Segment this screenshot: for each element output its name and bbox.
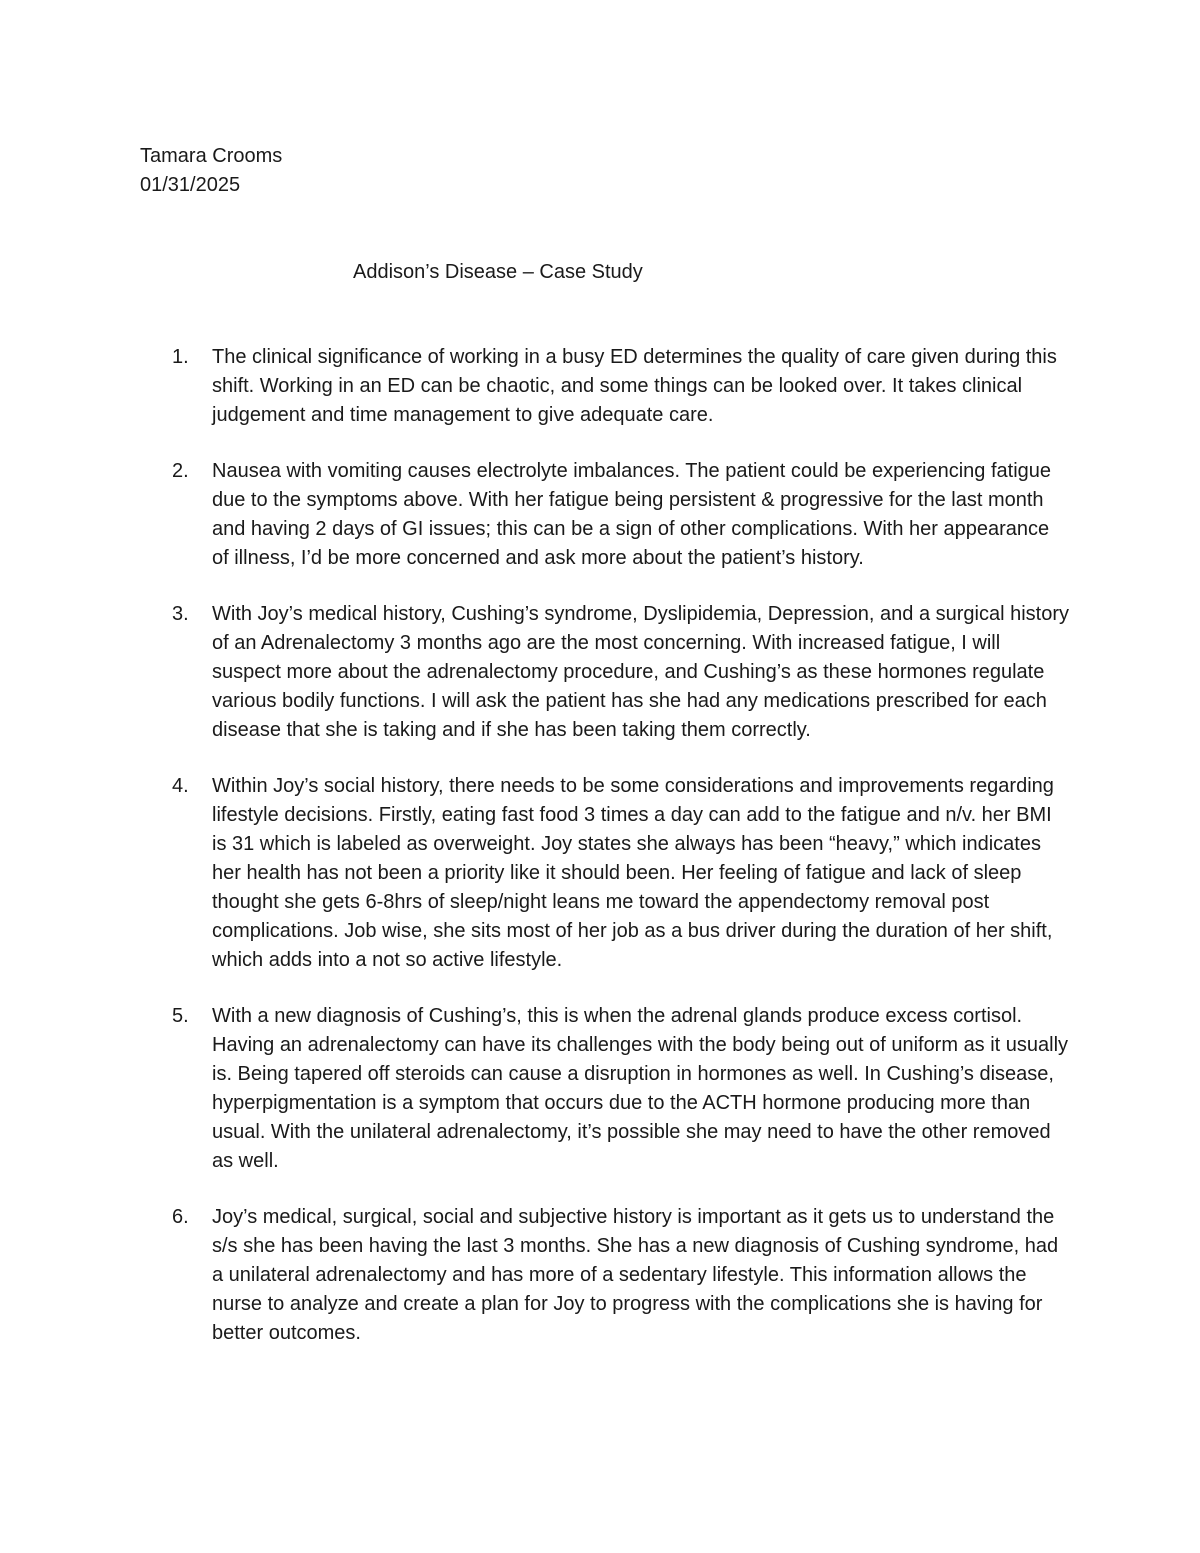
list-item-number: 1. xyxy=(172,346,189,368)
list-item xyxy=(140,1002,1070,1176)
list-item xyxy=(140,457,1070,573)
list-item-text: Joy’s medical, surgical, social and subjective history is important as it gets us to understand the s/s she has been having the last 3 months. She has a new diagnosis of Cushing syndrome, had a unilateral adrenalectomy and has more of a sedentary lifestyle. This information allows the nurse to analyze and create a plan for Joy to progress with the complications she is having for better outcomes. xyxy=(212,1206,1059,1344)
list-item-number: 4. xyxy=(172,775,189,797)
list-item-text: Nausea with vomiting causes electrolyte imbalances. The patient could be experiencing fatigue due to the symptoms above. With her fatigue being persistent & progressive for the last month and having 2 days of GI issues; this can be a sign of other complications. With her appearance of illness, I’d be more concerned and ask more about the patient’s history. xyxy=(212,460,1052,569)
list-item-number: 3. xyxy=(172,603,189,625)
document-header xyxy=(140,142,282,200)
list-item-number: 6. xyxy=(172,1206,189,1228)
list-item-text: Within Joy’s social history, there needs to be some considerations and improvements regarding lifestyle decisions. Firstly, eating fast food 3 times a day can add to the fatigue and n/v. her BMI is 31 which is labeled as overweight. Joy states she always has been “heavy,” which indicates her health has not been a priority like it should been. Her feeling of fatigue and lack of sleep thought she gets 6-8hrs of sleep/night leans me toward the appendectomy removal post complications. Job wise, she sits most of her job as a bus driver during the duration of her shift, which adds into a not so active lifestyle. xyxy=(212,775,1054,971)
list-item xyxy=(140,343,1070,430)
list-item xyxy=(140,1203,1070,1348)
answer-list xyxy=(140,343,1070,1375)
list-item-text: With Joy’s medical history, Cushing’s syndrome, Dyslipidemia, Depression, and a surgical history of an Adrenalectomy 3 months ago are the most concerning. With increased fatigue, I will suspect more about the adrenalectomy procedure, and Cushing’s as these hormones regulate various bodily functions. I will ask the patient has she had any medications prescribed for each disease that she is taking and if she has been taking them correctly. xyxy=(212,603,1070,741)
list-item-number: 5. xyxy=(172,1005,189,1027)
list-item-number: 2. xyxy=(172,460,189,482)
list-item xyxy=(140,600,1070,745)
list-item-text: The clinical significance of working in a busy ED determines the quality of care given during this shift. Working in an ED can be chaotic, and some things can be looked over. It takes clinical judgement and time management to give adequate care. xyxy=(212,346,1057,426)
document-title: Addison’s Disease – Case Study xyxy=(353,261,643,283)
document-date: 01/31/2025 xyxy=(140,174,241,196)
author-name: Tamara Crooms xyxy=(140,145,283,167)
list-item xyxy=(140,772,1070,975)
list-item-text: With a new diagnosis of Cushing’s, this is when the adrenal glands produce excess cortisol. Having an adrenalectomy can have its challenges with the body being out of uniform as it usually is. Being tapered off steroids can cause a disruption in hormones as well. In Cushing’s disease, hyperpigmentation is a symptom that occurs due to the ACTH hormone producing more than usual. With the unilateral adrenalectomy, it’s possible she may need to have the other removed as well. xyxy=(212,1005,1069,1172)
